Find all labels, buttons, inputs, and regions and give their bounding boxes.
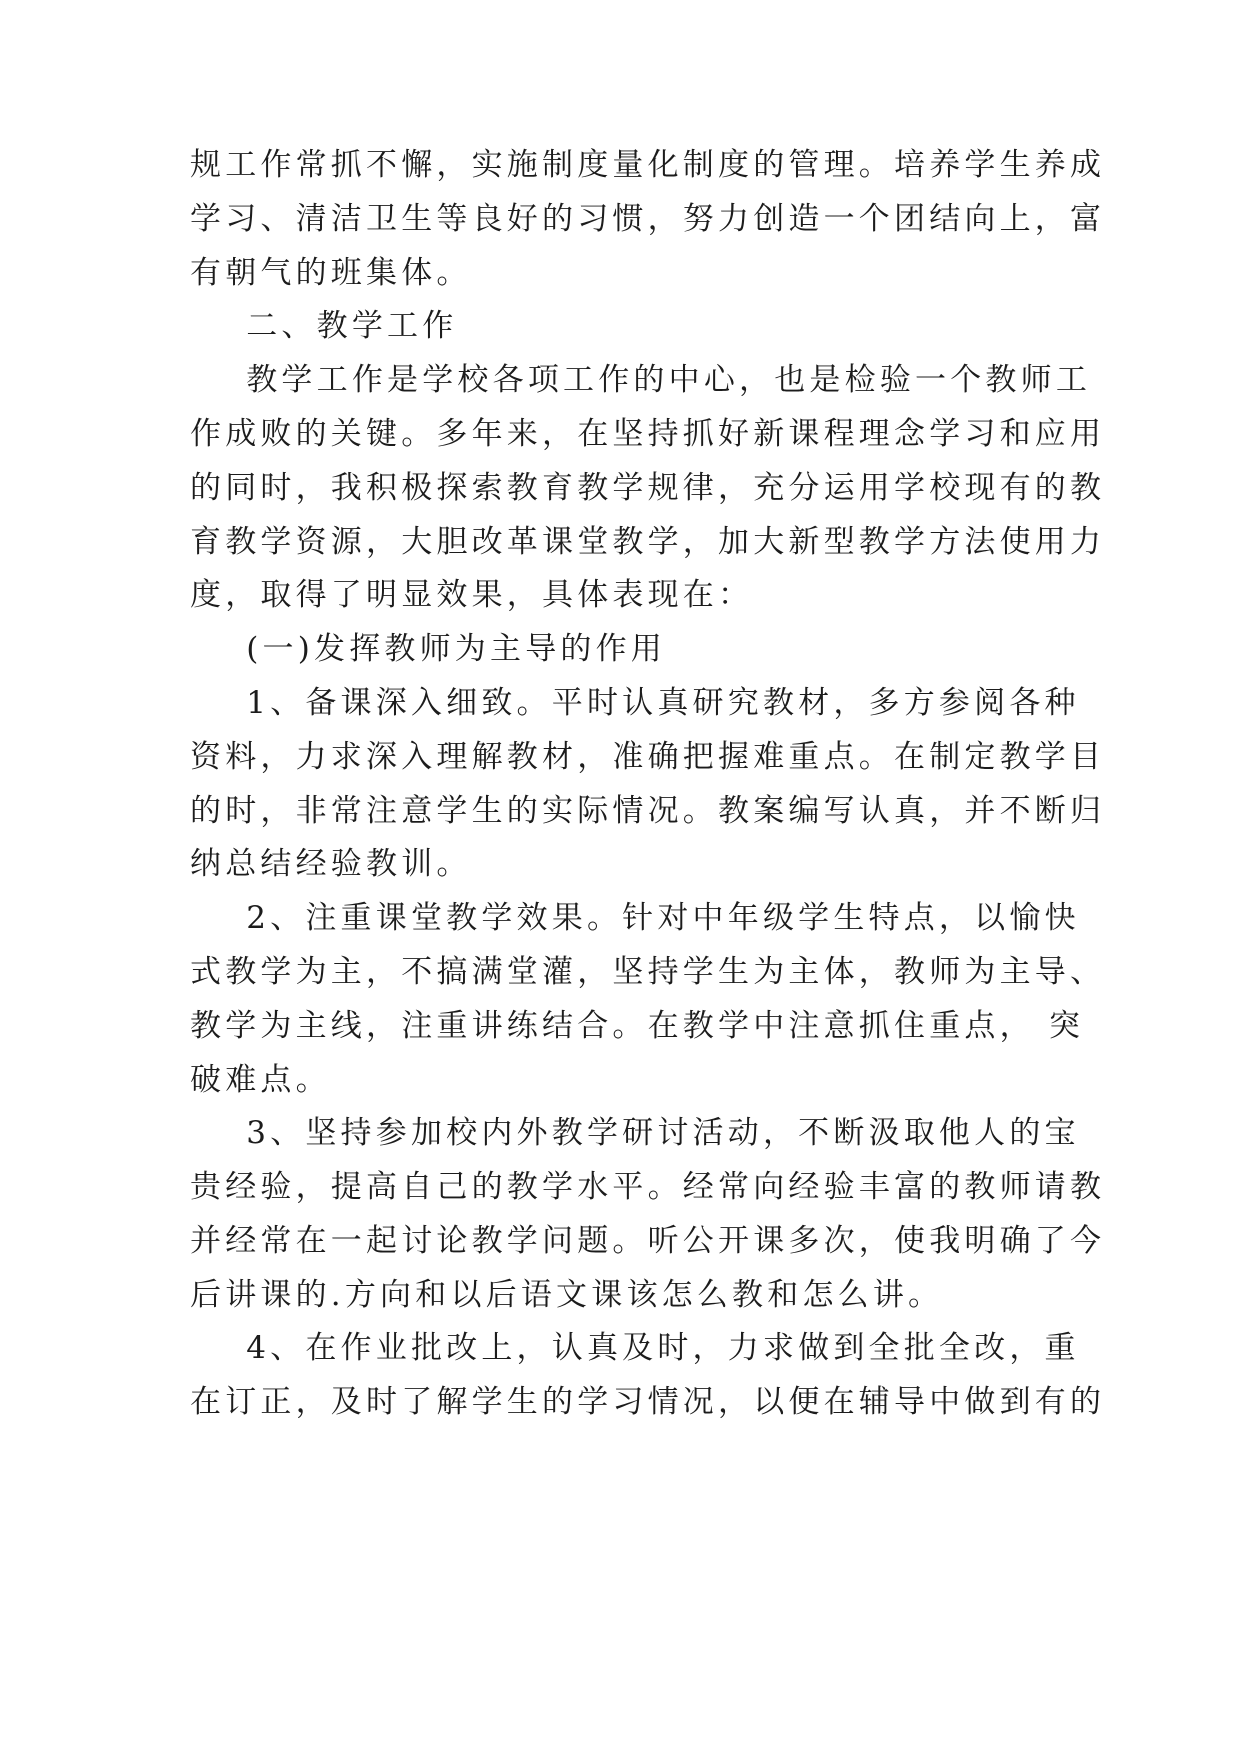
subsection-heading: (一)发挥教师为主导的作用 (190, 631, 667, 667)
text-line: 并经常在一起讨论教学问题。听公开课多次，使我明确了今 (190, 1223, 1106, 1259)
text-line: 贵经验，提高自己的教学水平。经常向经验丰富的教师请教 (190, 1169, 1106, 1205)
text-line: 式教学为主，不搞满堂灌，坚持学生为主体，教师为主导、 (190, 954, 1106, 990)
text-line: 1、备课深入细致。平时认真研究教材，多方参阅各种 (190, 685, 1080, 721)
text-line: 作成败的关键。多年来，在坚持抓好新课程理念学习和应用 (190, 416, 1106, 452)
text-line: 的同时，我积极探索教育教学规律，充分运用学校现有的教 (190, 470, 1106, 506)
text-line: 纳总结经验教训。 (190, 846, 472, 882)
text-line: 破难点。 (190, 1062, 331, 1098)
text-line: 有朝气的班集体。 (190, 255, 472, 291)
text-line: 度，取得了明显效果，具体表现在： (190, 577, 754, 613)
text-line: 育教学资源，大胆改革课堂教学，加大新型教学方法使用力 (190, 524, 1106, 560)
text-line: 在订正，及时了解学生的学习情况，以便在辅导中做到有的 (190, 1384, 1106, 1420)
text-line: 的时，非常注意学生的实际情况。教案编写认真，并不断归 (190, 793, 1106, 829)
text-line: 学习、清洁卫生等良好的习惯，努力创造一个团结向上，富 (190, 201, 1106, 237)
section-heading: 二、教学工作 (190, 308, 458, 344)
text-line: 4、在作业批改上，认真及时，力求做到全批全改，重 (190, 1330, 1080, 1366)
text-line: 后讲课的.方向和以后语文课该怎么教和怎么讲。 (190, 1277, 944, 1313)
text-line: 规工作常抓不懈，实施制度量化制度的管理。培养学生养成 (190, 147, 1106, 183)
text-line: 资料，力求深入理解教材，准确把握难重点。在制定教学目 (190, 739, 1106, 775)
text-line: 2、注重课堂教学效果。针对中年级学生特点，以愉快 (190, 900, 1080, 936)
text-line: 教学为主线，注重讲练结合。在教学中注意抓住重点， 突 (190, 1008, 1085, 1044)
text-line: 3、坚持参加校内外教学研讨活动，不断汲取他人的宝 (190, 1115, 1080, 1151)
text-line: 教学工作是学校各项工作的中心，也是检验一个教师工 (190, 362, 1092, 398)
